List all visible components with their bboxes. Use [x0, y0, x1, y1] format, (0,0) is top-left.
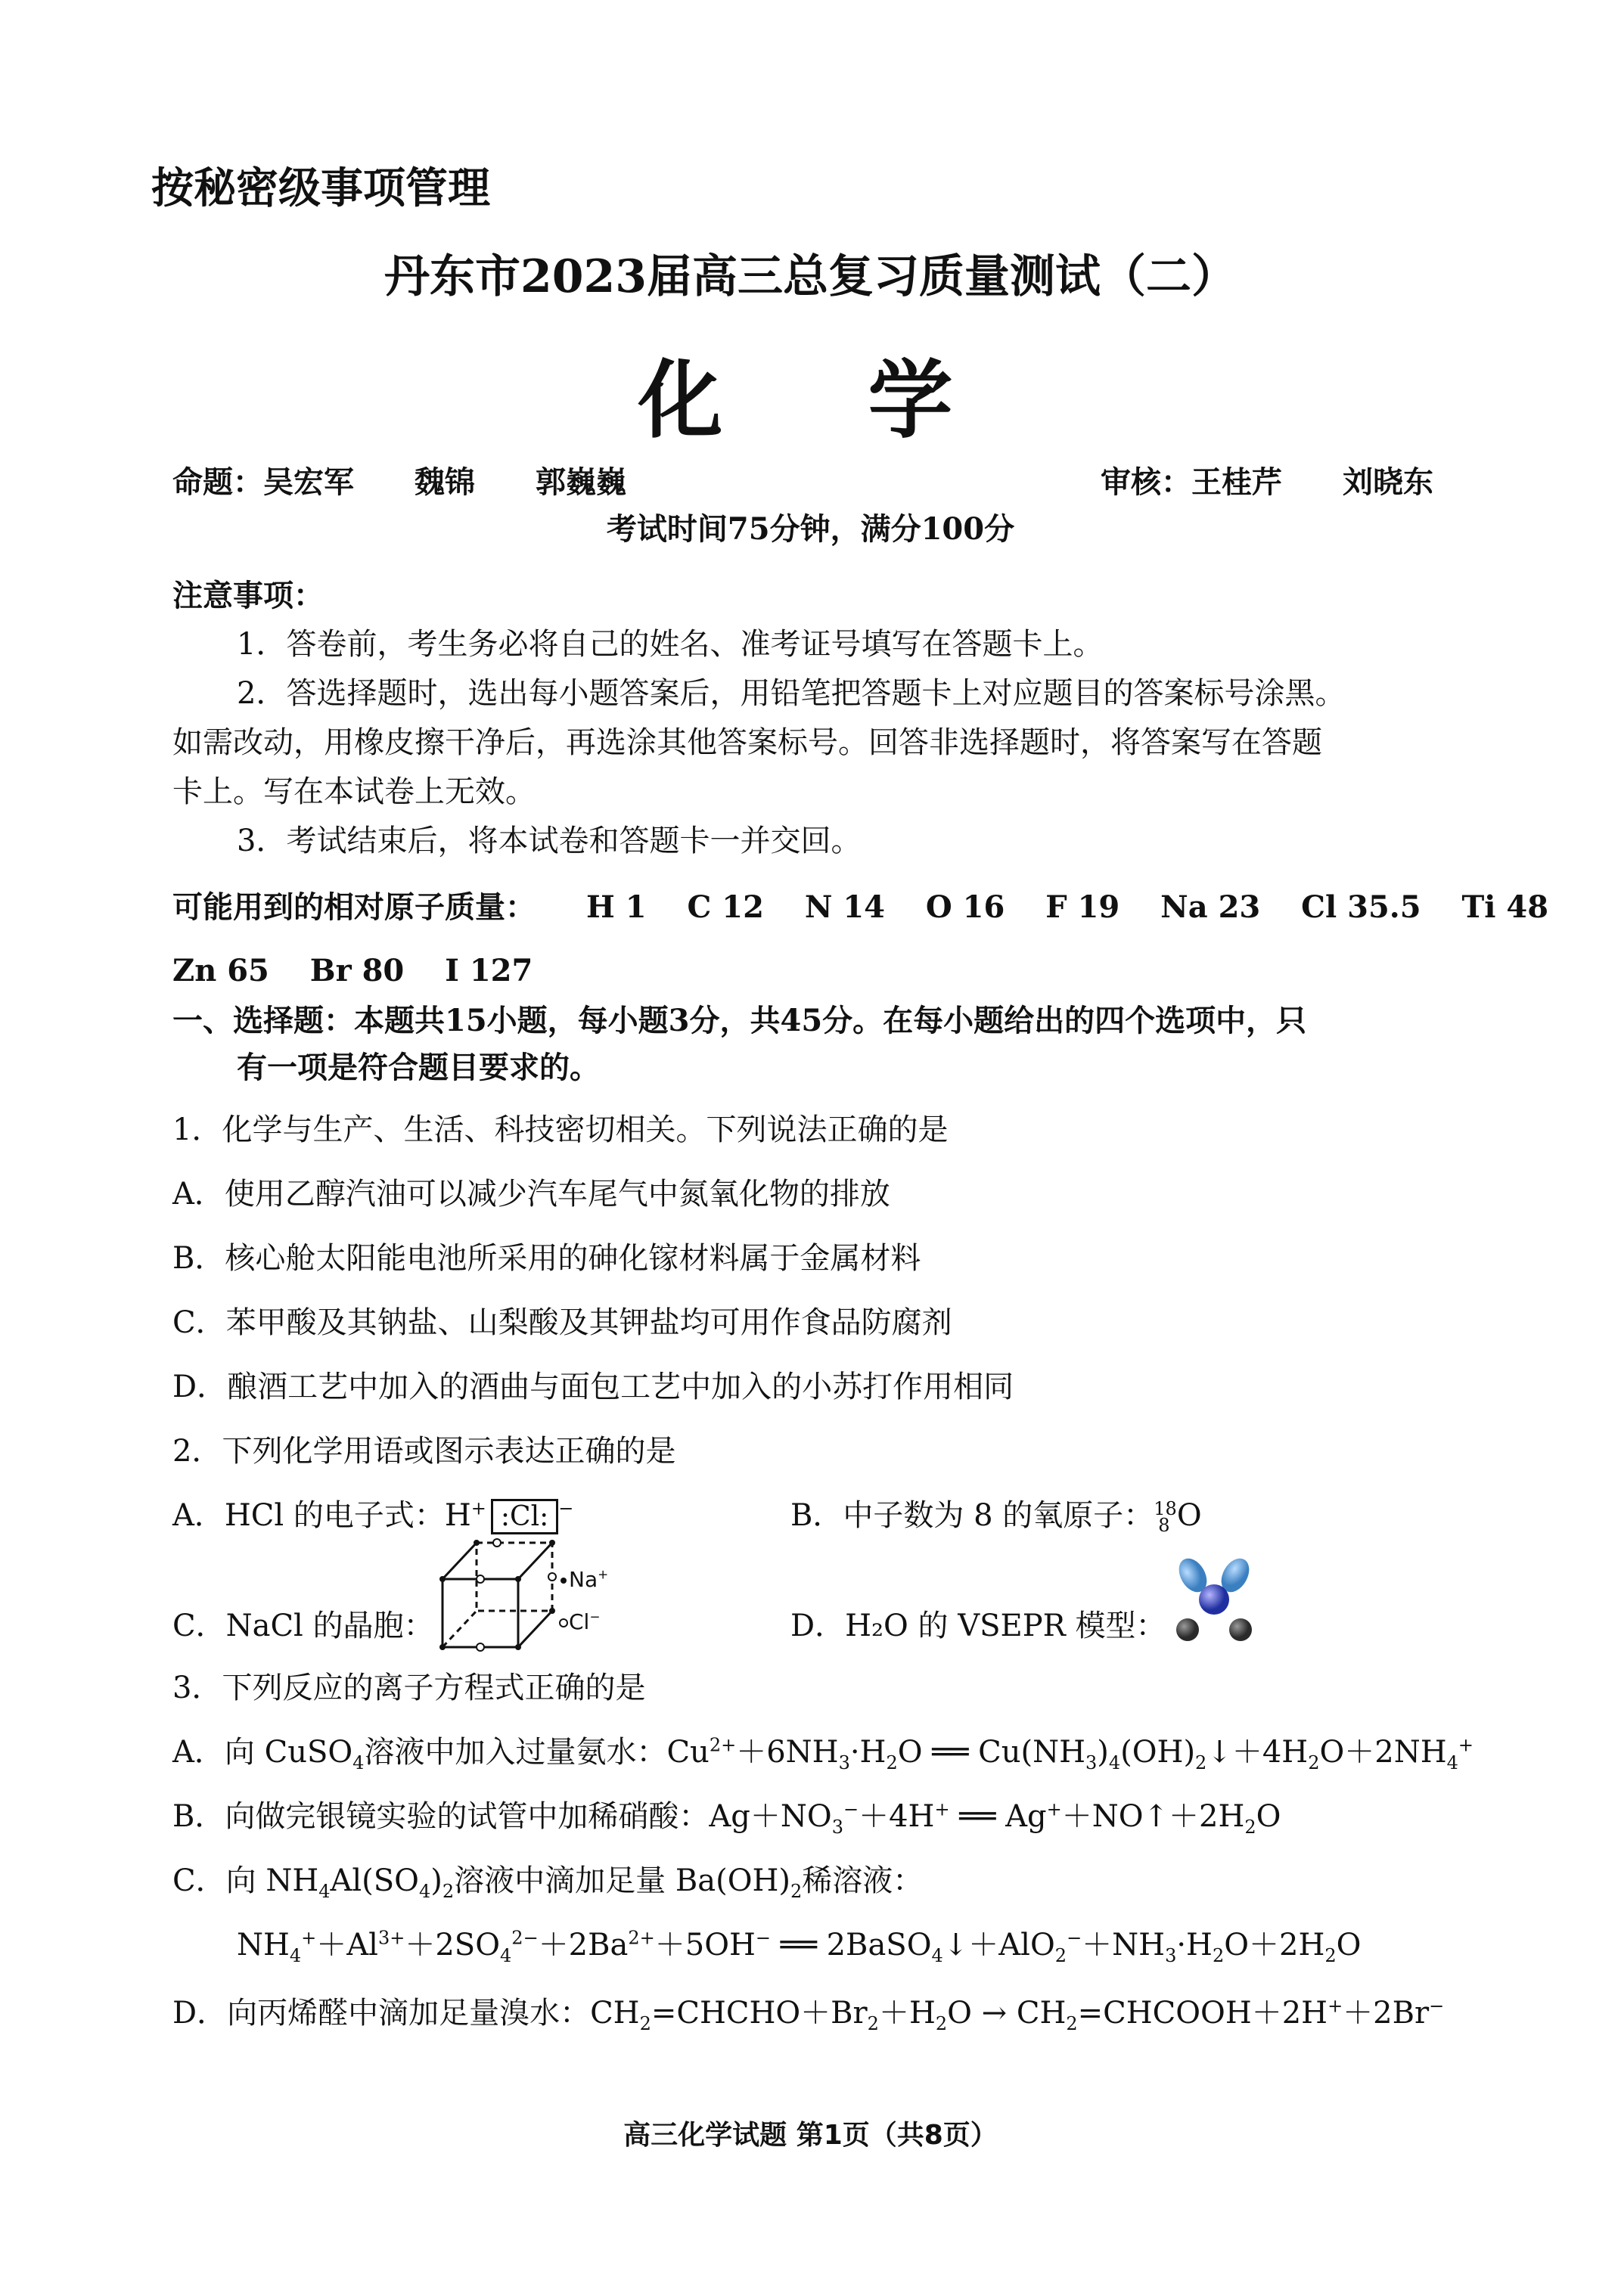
q2-b-label: B．中子数为 8 的氧原子： — [790, 1498, 1154, 1533]
notice-item-3: 3．考试结束后，将本试卷和答题卡一并交回。 — [237, 824, 862, 858]
q3-option-a: A．向 CuSO$_4$溶液中加入过量氨水：$Cu^{2+}+6NH_3\cdot H_2O$ ══ $Cu(NH_3)_4(OH)_2↓+4H_2O+2NH_4^+$ — [172, 1734, 1473, 1773]
q3-option-c: C．向 $NH_4Al(SO_4)_2$溶液中滴加足量 $Ba(OH)_2$稀溶液： — [172, 1863, 924, 1902]
q2-option-a: A．HCl 的电子式：H+ :Cl: − — [172, 1497, 574, 1533]
q1-option-b: B．核心舱太阳能电池所采用的砷化镓材料属于金属材料 — [172, 1241, 921, 1276]
section-heading-2: 有一项是符合题目要求的。 — [237, 1050, 600, 1085]
q2-stem: 2．下列化学用语或图示表达正确的是 — [172, 1434, 676, 1469]
q3-option-b: B．向做完银镜实验的试管中加稀硝酸：$Ag+NO_3^-+4H^+$ ══ $Ag^++NO↑+2H_2O$ — [172, 1798, 1281, 1838]
q3-option-c-equation: $NH_4^++Al^{3+}+2SO_4^{2-}+2Ba^{2+}+5OH^-$ ══ $2BaSO_4↓+AlO_2^-+NH_3\cdot H_2O+2H_2O$ — [237, 1927, 1362, 1966]
notice-item-1: 1．答卷前，考生务必将自己的姓名、准考证号填写在答题卡上。 — [237, 627, 1104, 662]
q3-option-d: D．向丙烯醛中滴加足量溴水：$CH_2=CHCHO+Br_2+H_2O$ → $CH_2=CHCOOH+2H^++2Br^-$ — [172, 1995, 1445, 2034]
oxygen-symbol: O — [1176, 1498, 1202, 1533]
authors-label: 命题：吴宏军 魏锦 郭巍巍 — [172, 464, 626, 500]
legend-cl: Cl− — [569, 1609, 601, 1634]
oxygen-isotope-numbers: 18 8 — [1154, 1498, 1177, 1536]
q1-option-a: A．使用乙醇汽油可以减少汽车尾气中氮氧化物的排放 — [172, 1177, 890, 1212]
notice-item-2: 2．答选择题时，选出每小题答案后，用铅笔把答题卡上对应题目的答案标号涂黑。 — [237, 676, 1346, 711]
atomic-mass-label: 可能用到的相对原子质量： — [172, 889, 536, 925]
atomic-mass-line1: H 1 C 12 N 14 O 16 F 19 Na 23 Cl 35.5 Ti 48 — [586, 889, 1549, 925]
q1-stem: 1．化学与生产、生活、科技密切相关。下列说法正确的是 — [172, 1112, 949, 1147]
reviewers-label: 审核：王桂芹 刘晓东 — [1101, 464, 1433, 500]
q1-option-d: D．酿酒工艺中加入的酒曲与面包工艺中加入的小苏打作用相同 — [172, 1370, 1014, 1404]
water-vsepr-model — [1161, 1554, 1267, 1645]
section-heading-1: 一、选择题：本题共15小题，每小题3分，共45分。在每小题给出的四个选项中，只 — [172, 1003, 1307, 1038]
page-footer: 高三化学试题 第1页（共8页） — [623, 2120, 998, 2151]
q2-a-h: H — [444, 1498, 471, 1533]
exam-title: 丹东市2023届高三总复习质量测试（二） — [384, 250, 1237, 303]
q1-option-c: C．苯甲酸及其钠盐、山梨酸及其钾盐均可用作食品防腐剂 — [172, 1305, 952, 1340]
exam-time-info: 考试时间75分钟，满分100分 — [606, 511, 1015, 547]
q2-c-label: C．NaCl 的晶胞： — [172, 1609, 434, 1643]
q2-option-b — [790, 1491, 1202, 1534]
electron-dot-cl: :Cl: — [491, 1499, 558, 1534]
q2-a-label: A．HCl 的电子式： — [172, 1498, 445, 1533]
notice-title: 注意事项： — [172, 578, 324, 613]
q3-stem: 3．下列反应的离子方程式正确的是 — [172, 1671, 646, 1705]
legend-na: Na+ — [569, 1566, 609, 1592]
q2-d-label: D．H₂O 的 VSEPR 模型： — [790, 1609, 1166, 1643]
notice-item-2-cont2: 卡上。写在本试卷上无效。 — [172, 774, 536, 809]
subject-title: 化 学 — [638, 352, 983, 450]
notice-item-2-cont: 如需改动，用橡皮擦干净后，再选涂其他答案标号。回答非选择题时，将答案写在答题 — [172, 725, 1322, 760]
secrecy-label: 按秘密级事项管理 — [151, 163, 490, 213]
atomic-mass-line2: Zn 65 Br 80 I 127 — [172, 953, 533, 988]
nacl-unit-cell-diagram — [435, 1534, 624, 1655]
